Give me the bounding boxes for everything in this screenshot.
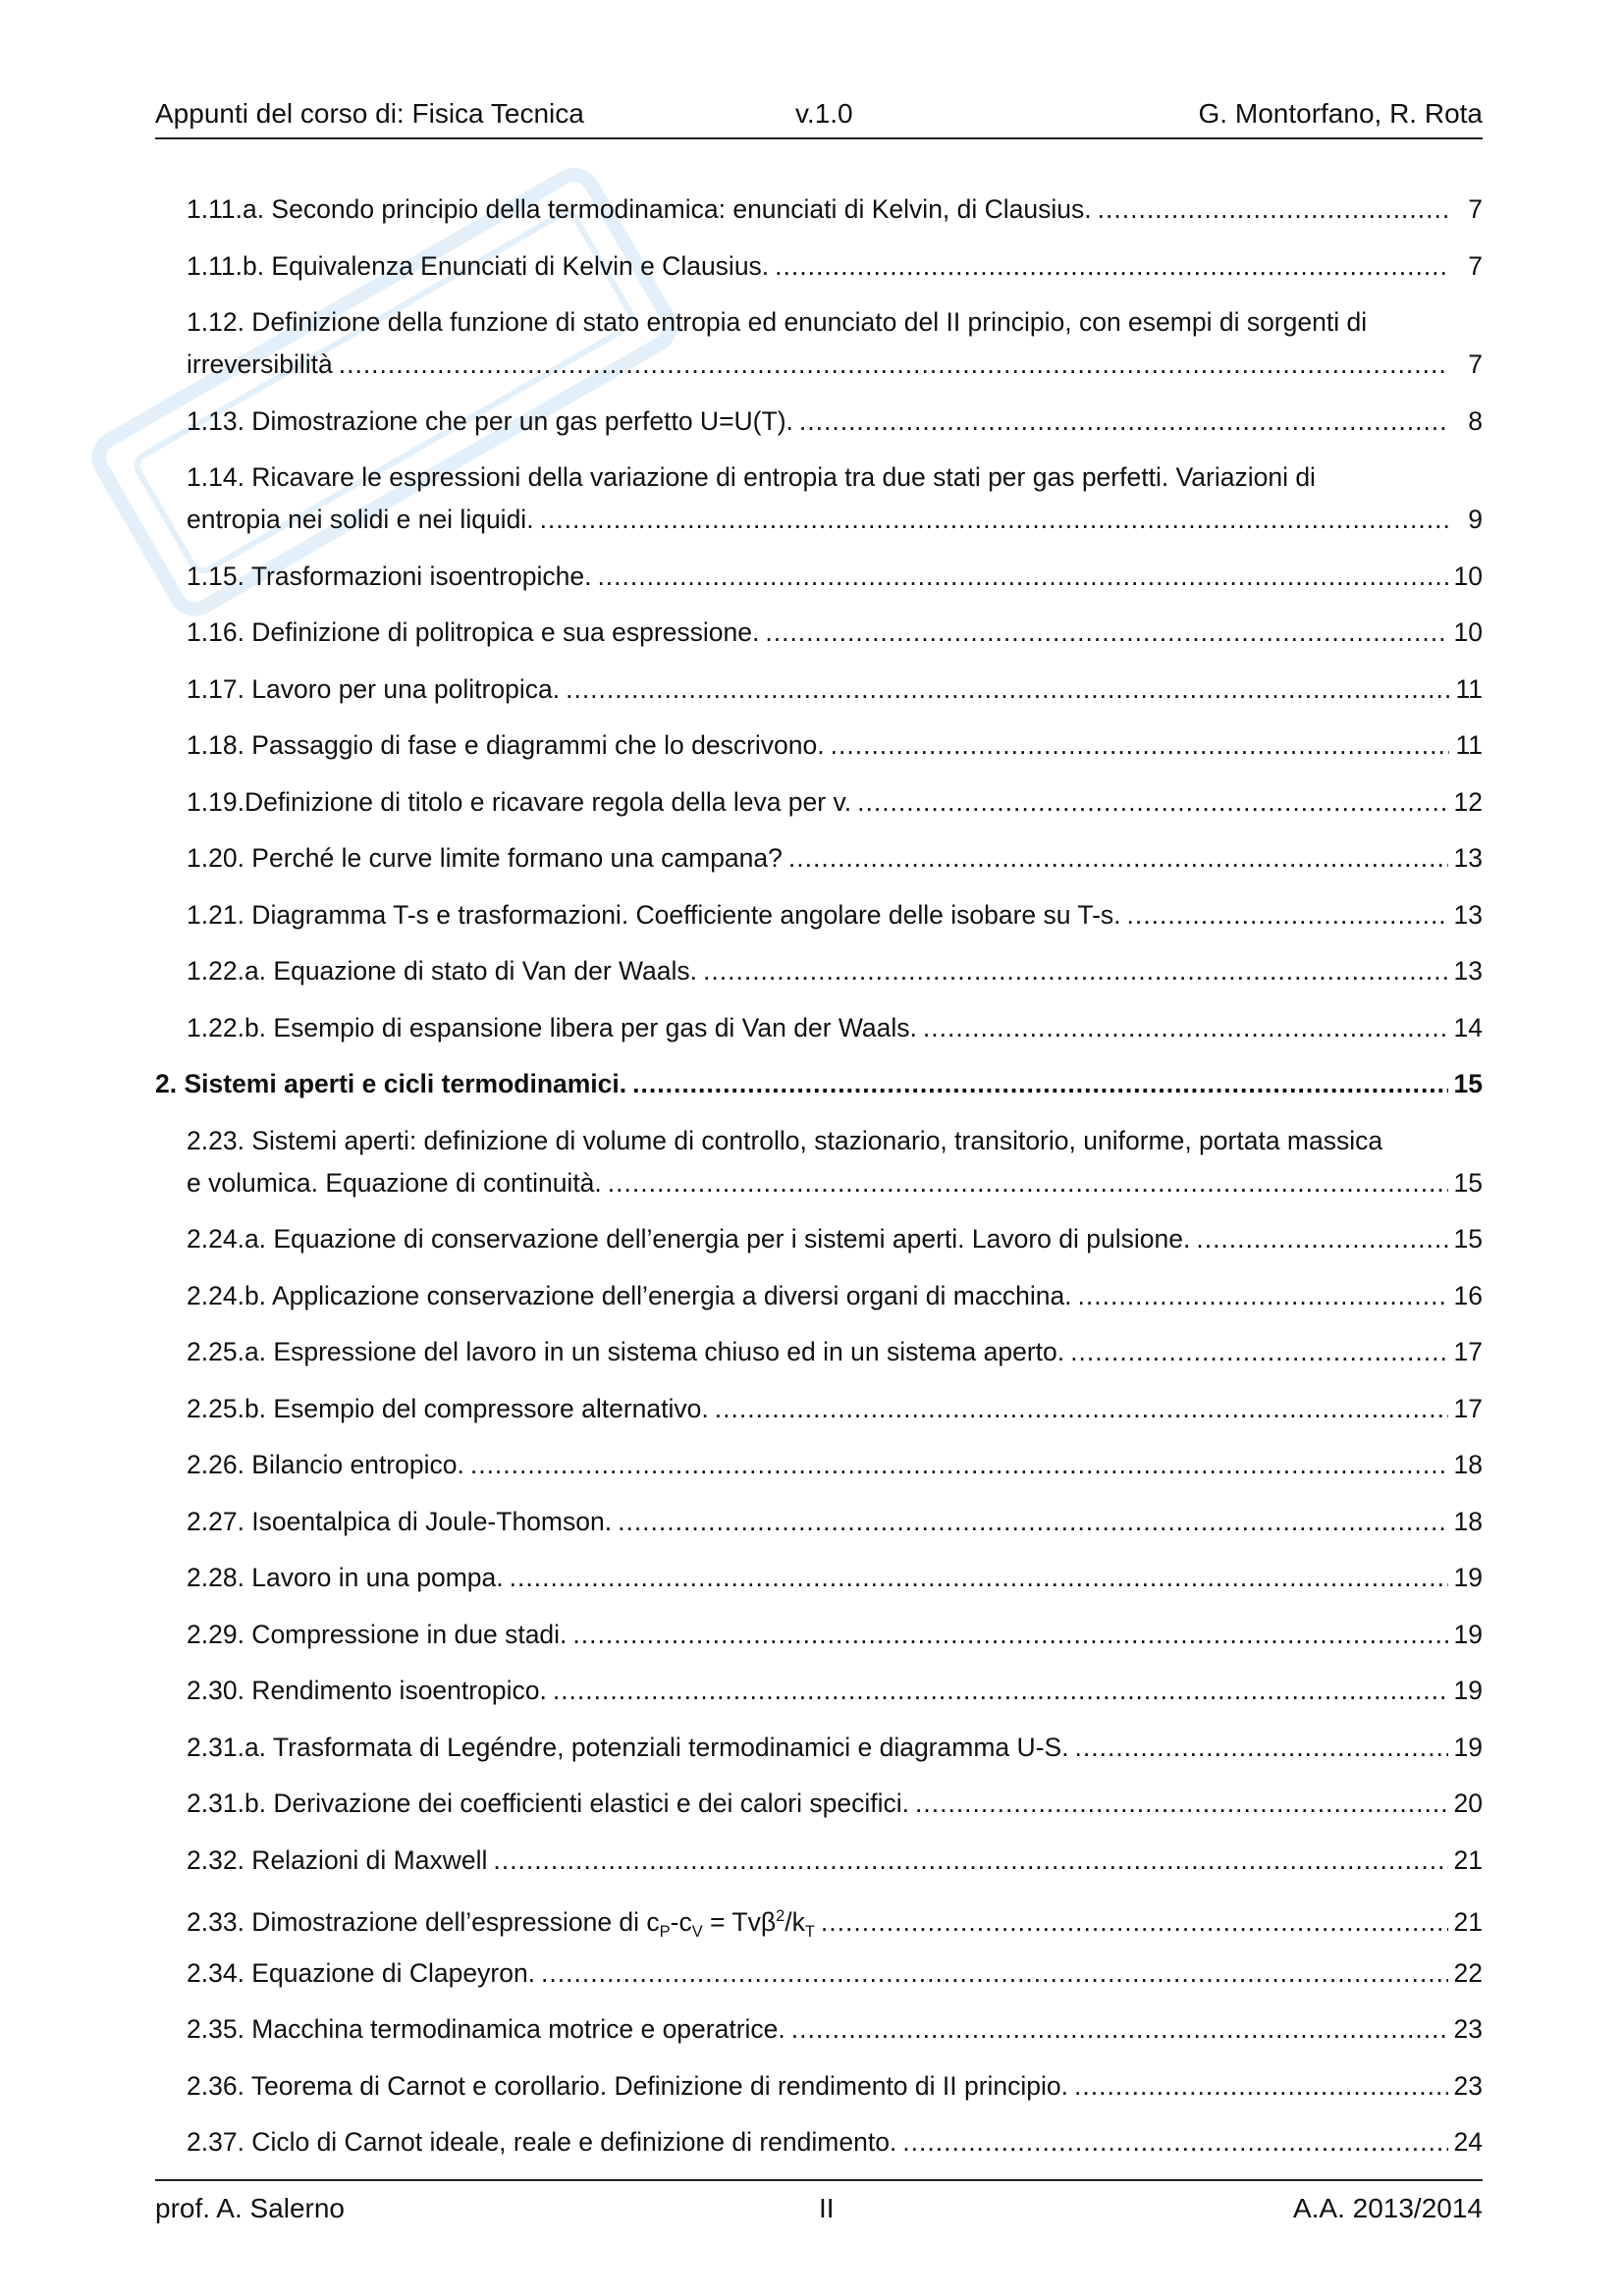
toc-entry-page-number: 21 xyxy=(1453,1906,1483,1937)
toc-entry-title-line: 1.12. Definizione della funzione di stato entropia ed enunciato del II principio, con esempi di sorgenti di xyxy=(187,307,1368,337)
toc-entry-page-number: 23 xyxy=(1453,2070,1483,2101)
toc-entry-page-number: 24 xyxy=(1453,2127,1483,2157)
formula-part: = Tvβ xyxy=(702,1906,777,1937)
toc-entry-text: 2. Sistemi aperti e cicli termodinamici. xyxy=(155,1069,627,1098)
toc-entry[interactable] xyxy=(187,1670,1483,1712)
footer-academic-year: A.A. 2013/2014 xyxy=(1292,2193,1483,2223)
toc-entry-text: 2.32. Relazioni di Maxwell xyxy=(187,1844,488,1875)
toc-entry-text: 1.18. Passaggio di fase e diagrammi che lo descrivono. xyxy=(187,730,825,760)
toc-entry-text: 1.13. Dimostrazione che per un gas perfetto U=U(T). xyxy=(187,405,793,436)
toc-entry-title xyxy=(187,1952,535,1995)
header-course-title: Appunti del corso di: Fisica Tecnica xyxy=(155,98,584,129)
toc-entry-title xyxy=(187,1444,464,1486)
dot-leader xyxy=(715,1388,1448,1430)
toc-entry-text: 2.30. Rendimento isoentropico. xyxy=(187,1676,547,1705)
toc-entry-page-number: 17 xyxy=(1453,1337,1483,1366)
toc-entry-title xyxy=(187,1557,504,1599)
toc-entry[interactable] xyxy=(187,1501,1483,1543)
dot-leader xyxy=(857,781,1447,824)
toc-entry[interactable] xyxy=(155,1063,1483,1105)
toc-entry-title xyxy=(187,1218,1190,1260)
dot-leader xyxy=(572,1614,1447,1656)
toc-entry-title xyxy=(187,188,1092,231)
formula-part: T xyxy=(804,1923,815,1942)
formula-part: -c xyxy=(670,1906,692,1937)
dot-leader xyxy=(540,499,1449,541)
toc-entry-page-number: 22 xyxy=(1453,1957,1483,1988)
dot-leader xyxy=(541,1952,1447,1995)
toc-entry-title xyxy=(155,1063,626,1105)
toc-entry[interactable] xyxy=(187,668,1483,711)
dot-leader xyxy=(339,344,1449,386)
toc-entry-text: 1.22.a. Equazione di stato di Van der Waals. xyxy=(187,956,698,986)
toc-entry-title xyxy=(187,1896,815,1953)
dot-leader xyxy=(618,1501,1447,1543)
dot-leader xyxy=(566,668,1449,711)
toc-entry[interactable] xyxy=(187,1331,1483,1373)
toc-entry-page-number: 21 xyxy=(1453,1844,1483,1875)
toc-entry[interactable] xyxy=(187,950,1483,992)
toc-entry[interactable] xyxy=(187,1840,1483,1882)
toc-entry-title xyxy=(187,2008,785,2051)
toc-entry-page-number: 7 xyxy=(1468,250,1483,281)
toc-entry[interactable] xyxy=(187,400,1483,443)
toc-entry-page-number: 18 xyxy=(1453,1506,1483,1536)
toc-entry-text: 2.35. Macchina termodinamica motrice e operatrice. xyxy=(187,2014,785,2044)
toc-entry-page-number: 9 xyxy=(1468,505,1483,534)
toc-entry-text: 1.19.Definizione di titolo e ricavare regola della leva per v. xyxy=(187,786,852,817)
toc-entry-page-number: 19 xyxy=(1453,1676,1483,1705)
toc-entry[interactable] xyxy=(187,2121,1483,2163)
toc-entry-page-number: 11 xyxy=(1455,673,1483,704)
dot-leader xyxy=(831,724,1449,767)
dot-leader xyxy=(923,1007,1448,1049)
toc-entry-title xyxy=(187,2065,1068,2108)
toc-entry[interactable] xyxy=(187,2065,1483,2108)
toc-entry-text: 2.27. Isoentalpica di Joule-Thomson. xyxy=(187,1506,613,1536)
toc-entry[interactable] xyxy=(187,1952,1483,1995)
toc-entry-title xyxy=(187,950,697,992)
dot-leader xyxy=(703,950,1448,992)
dot-leader xyxy=(775,245,1449,288)
toc-entry-title xyxy=(187,344,333,386)
formula-part: P xyxy=(659,1923,671,1942)
toc-entry-title xyxy=(187,1275,1072,1317)
dot-leader xyxy=(1098,188,1449,231)
toc-entry-page-number: 16 xyxy=(1453,1280,1483,1310)
toc-entry-text: e volumica. Equazione di continuità. xyxy=(187,1167,602,1198)
toc-entry-title xyxy=(187,400,793,443)
toc-entry-page-number: 12 xyxy=(1453,786,1483,817)
dot-leader xyxy=(510,1557,1448,1599)
toc-entry-title xyxy=(187,1614,567,1656)
toc-entry[interactable] xyxy=(187,1218,1483,1260)
toc-entry-text: entropia nei solidi e nei liquidi. xyxy=(187,505,534,534)
toc-entry-page-number: 13 xyxy=(1453,843,1483,873)
toc-entry-title xyxy=(187,1388,709,1430)
toc-entry-text: 1.11.a. Secondo principio della termodinamica: enunciati di Kelvin, di Clausius. xyxy=(187,194,1092,224)
toc-entry-text: 2.31.a. Trasformata di Legéndre, potenziali termodinamici e diagramma U-S. xyxy=(187,1732,1069,1762)
toc-entry[interactable] xyxy=(187,1007,1483,1049)
toc-entry-page-number: 15 xyxy=(1453,1167,1483,1198)
toc-entry-page-number: 10 xyxy=(1453,617,1483,647)
formula-part: 2 xyxy=(776,1907,785,1925)
toc-entry-text: 2.29. Compressione in due stadi. xyxy=(187,1619,568,1649)
toc-entry-page-number: 19 xyxy=(1453,1619,1483,1649)
toc-entry[interactable] xyxy=(187,894,1483,936)
toc-entry[interactable] xyxy=(187,724,1483,767)
dot-leader xyxy=(821,1901,1448,1944)
toc-entry-text: 2.24.b. Applicazione conservazione dell’energia a diversi organi di macchina. xyxy=(187,1280,1072,1310)
toc-entry-title xyxy=(187,245,769,288)
toc-entry[interactable] xyxy=(187,1557,1483,1599)
toc-entry-text: irreversibilità xyxy=(187,349,333,379)
header-authors: G. Montorfano, R. Rota xyxy=(1198,98,1483,129)
toc-entry[interactable] xyxy=(187,556,1483,598)
formula-part: V xyxy=(691,1923,703,1942)
toc-entry-text: 2.26. Bilancio entropico. xyxy=(187,1450,464,1479)
toc-entry-title xyxy=(187,1501,612,1543)
dot-leader xyxy=(597,556,1447,598)
toc-entry-title-line: 1.14. Ricavare le espressioni della variazione di entropia tra due stati per gas perfetti. Variazioni di xyxy=(187,462,1316,492)
toc-entry[interactable] xyxy=(187,1727,1483,1769)
toc-entry-title xyxy=(187,499,534,541)
toc-entry-page-number: 7 xyxy=(1468,194,1483,224)
toc-entry-page-number: 17 xyxy=(1453,1393,1483,1423)
toc-entry-page-number: 19 xyxy=(1453,1563,1483,1592)
toc-entry[interactable] xyxy=(187,301,1483,386)
toc-entry[interactable] xyxy=(187,1388,1483,1430)
toc-entry-title xyxy=(187,1840,487,1882)
toc-entry[interactable] xyxy=(187,781,1483,824)
toc-entry[interactable] xyxy=(187,1275,1483,1317)
dot-leader xyxy=(788,837,1448,880)
toc-entry-title xyxy=(187,894,1121,936)
toc-entry-title xyxy=(187,556,591,598)
toc-entry-text: 2.31.b. Derivazione dei coefficienti elastici e dei calori specifici. xyxy=(187,1789,909,1818)
toc-entry-page-number: 23 xyxy=(1453,2014,1483,2044)
page-footer xyxy=(155,2179,1483,2230)
toc-entry-page-number: 13 xyxy=(1453,956,1483,986)
toc-entry-text: 1.15. Trasformazioni isoentropiche. xyxy=(187,561,592,591)
toc-entry[interactable] xyxy=(187,612,1483,654)
toc-entry-text: 2.28. Lavoro in una pompa. xyxy=(187,1563,504,1592)
toc-entry[interactable] xyxy=(187,245,1483,288)
toc-entry-title xyxy=(187,781,851,824)
toc-entry-text: 2.24.a. Equazione di conservazione dell’energia per i sistemi aperti. Lavoro di pulsione. xyxy=(187,1224,1191,1254)
toc-entry-page-number: 15 xyxy=(1453,1224,1483,1254)
toc-entry-text: 2.25.a. Espressione del lavoro in un sistema chiuso ed in un sistema aperto. xyxy=(187,1337,1065,1366)
toc-entry-title xyxy=(187,1670,547,1712)
dot-leader xyxy=(470,1444,1448,1486)
toc-entry-page-number: 10 xyxy=(1453,561,1483,591)
dot-leader xyxy=(553,1670,1448,1712)
toc-entry-text: 2.25.b. Esempio del compressore alternativo. xyxy=(187,1393,709,1423)
toc-entry[interactable] xyxy=(187,2008,1483,2051)
toc-entry-title xyxy=(187,612,759,654)
toc-entry-page-number: 15 xyxy=(1453,1069,1483,1098)
dot-leader xyxy=(791,2008,1448,2051)
toc-entry-title xyxy=(187,1007,917,1049)
formula-part: /k xyxy=(785,1906,805,1937)
toc-entry-page-number: 18 xyxy=(1453,1450,1483,1479)
dot-leader xyxy=(1078,1275,1448,1317)
toc-entry-title-line: 2.23. Sistemi aperti: definizione di volume di controllo, stazionario, transitorio, uniforme, portata massica xyxy=(187,1125,1383,1155)
toc-entry-text: 2.36. Teorema di Carnot e corollario. Definizione di rendimento di II principio. xyxy=(187,2070,1069,2101)
toc-entry-page-number: 13 xyxy=(1453,899,1483,930)
dot-leader xyxy=(1070,1331,1447,1373)
dot-leader xyxy=(915,1783,1448,1825)
toc-entry-title xyxy=(187,1727,1069,1769)
dot-leader xyxy=(1074,2065,1447,2108)
toc-entry-title xyxy=(187,1783,909,1825)
toc-entry-text: 1.11.b. Equivalenza Enunciati di Kelvin e Clausius. xyxy=(187,250,770,281)
dot-leader xyxy=(799,400,1449,443)
dot-leader xyxy=(608,1162,1448,1204)
dot-leader xyxy=(1196,1218,1447,1260)
toc-entry[interactable] xyxy=(187,1896,1483,1942)
page-header xyxy=(155,98,1483,139)
toc-entry[interactable] xyxy=(187,456,1483,541)
dot-leader xyxy=(493,1840,1447,1882)
toc-entry-text: 1.20. Perché le curve limite formano una campana? xyxy=(187,843,783,873)
dot-leader xyxy=(1075,1727,1448,1769)
footer-page-number: II xyxy=(819,2193,835,2223)
toc-entry[interactable] xyxy=(187,1444,1483,1486)
toc-entry[interactable] xyxy=(187,1120,1483,1204)
dot-leader xyxy=(902,2121,1447,2163)
toc-entry-title xyxy=(187,668,560,711)
toc-entry-text: 1.16. Definizione di politropica e sua espressione. xyxy=(187,617,760,647)
toc-entry-page-number: 19 xyxy=(1453,1732,1483,1762)
toc-entry-title xyxy=(187,1162,602,1204)
toc-entry-text: 1.21. Diagramma T-s e trasformazioni. Coefficiente angolare delle isobare su T-s. xyxy=(187,899,1121,930)
toc-entry-title xyxy=(187,724,825,767)
footer-professor: prof. A. Salerno xyxy=(155,2193,346,2223)
dot-leader xyxy=(632,1063,1447,1105)
toc-entry-title xyxy=(187,837,783,880)
toc-entry-page-number: 7 xyxy=(1468,349,1483,379)
toc-entry-text: 1.17. Lavoro per una politropica. xyxy=(187,673,561,704)
toc-entry-page-number: 8 xyxy=(1468,405,1483,436)
toc-entry[interactable] xyxy=(187,1783,1483,1825)
dot-leader xyxy=(1127,894,1448,936)
toc-entry[interactable] xyxy=(187,1614,1483,1656)
toc-entry-title xyxy=(187,1331,1064,1373)
toc-entry-text: 1.22.b. Esempio di espansione libera per gas di Van der Waals. xyxy=(187,1012,917,1042)
dot-leader xyxy=(765,612,1447,654)
toc-entry[interactable] xyxy=(187,837,1483,880)
toc-entry-text: 2.33. Dimostrazione dell’espressione di c xyxy=(187,1906,660,1937)
header-version: v.1.0 xyxy=(795,98,853,129)
toc-entry-page-number: 11 xyxy=(1455,730,1483,760)
toc-entry-page-number: 14 xyxy=(1453,1012,1483,1042)
toc-entry-page-number: 20 xyxy=(1453,1789,1483,1818)
toc-entry[interactable] xyxy=(187,188,1483,231)
toc-entry-text: 2.37. Ciclo di Carnot ideale, reale e definizione di rendimento. xyxy=(187,2127,897,2157)
toc-entry-title xyxy=(187,2121,896,2163)
toc-entry-text: 2.34. Equazione di Clapeyron. xyxy=(187,1957,536,1988)
